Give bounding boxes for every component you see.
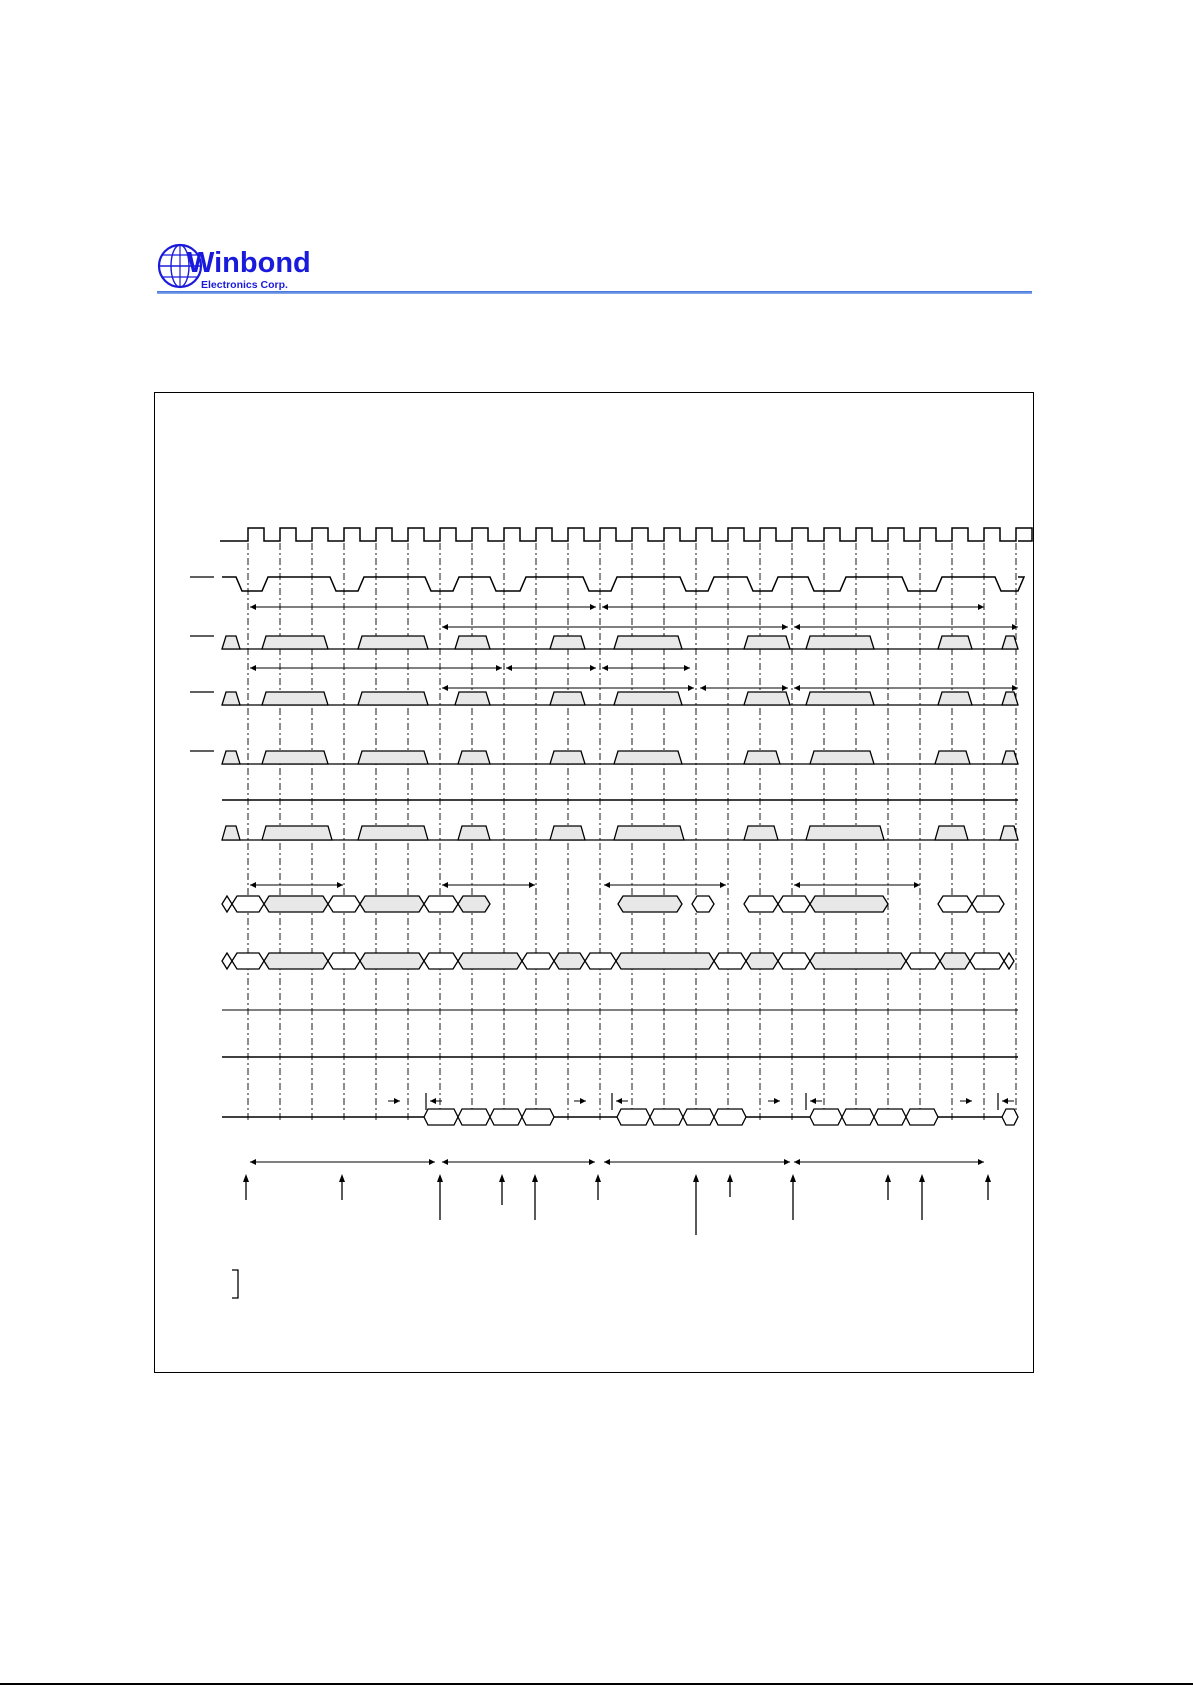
we-valid-box: [262, 751, 328, 764]
cas-valid-box: [938, 692, 972, 705]
a10-ap-cell: [585, 953, 616, 969]
event-marker-head: [532, 1174, 538, 1182]
addr-cell: [938, 896, 972, 912]
clk-waveform: [220, 528, 1032, 541]
a10-ap-cell: [714, 953, 746, 969]
addr-cell: [458, 896, 490, 912]
cycle-arrow-head-right: [429, 1159, 435, 1165]
tac-arrow-head: [616, 1098, 622, 1104]
ba-valid-box: [262, 826, 332, 840]
addr-cell: [222, 896, 232, 912]
ba-valid-box: [222, 826, 240, 840]
tac-arrow-head: [966, 1098, 972, 1104]
tras-arrow-head-left: [250, 665, 256, 671]
cycle-arrow-head-left: [442, 1159, 448, 1165]
we-valid-box: [550, 751, 585, 764]
trcd-arrow-head-left: [442, 882, 448, 888]
addr-cell: [264, 896, 328, 912]
dq-data-cell: [617, 1109, 650, 1125]
dq-data-cell: [683, 1109, 714, 1125]
ba-valid-box: [458, 826, 490, 840]
event-marker-head: [885, 1174, 891, 1182]
addr-cell: [424, 896, 458, 912]
cas-valid-box: [614, 692, 682, 705]
ras-valid-box: [744, 636, 790, 649]
ras-valid-box: [806, 636, 874, 649]
tac-arrow-head: [1002, 1098, 1008, 1104]
cas-valid-box: [744, 692, 790, 705]
trc-arrow-head-right: [1012, 624, 1018, 630]
a10-ap-cell: [458, 953, 522, 969]
ras-valid-box: [222, 636, 240, 649]
dq-data-cell: [906, 1109, 938, 1125]
clock-gridlines: [248, 528, 1016, 1122]
a10-ap-cell: [746, 953, 778, 969]
a10-ap-cell: [328, 953, 360, 969]
trc-arrow-head-right: [782, 624, 788, 630]
trcd-arrow-head-right: [337, 882, 343, 888]
timing-arrows: [250, 604, 1018, 1165]
a10-ap-cell: [906, 953, 940, 969]
event-marker-head: [790, 1174, 796, 1182]
trc-arrow-head-right: [978, 604, 984, 610]
cycle-arrow-head-right: [784, 1159, 790, 1165]
tras-arrow-head-left: [794, 685, 800, 691]
a10-ap-cell: [232, 953, 264, 969]
a10-ap-cell: [778, 953, 810, 969]
ba-valid-box: [1000, 826, 1018, 840]
a10-ap-cell: [554, 953, 585, 969]
trc-arrow-head-left: [602, 604, 608, 610]
tac-arrow-head: [394, 1098, 400, 1104]
trc-arrow-head-left: [794, 624, 800, 630]
a10-ap-cell: [970, 953, 1004, 969]
we-valid-box: [810, 751, 874, 764]
cycle-arrow-head-left: [794, 1159, 800, 1165]
we-valid-box: [744, 751, 780, 764]
ras-valid-box: [358, 636, 428, 649]
addr-cell: [328, 896, 360, 912]
we-valid-box: [935, 751, 970, 764]
addr-cell: [360, 896, 424, 912]
a10-ap-cell: [1004, 953, 1014, 969]
cas-valid-box: [222, 692, 240, 705]
waveforms: [190, 528, 1032, 1125]
trcd-arrow-head-left: [794, 882, 800, 888]
a10-ap-cell: [522, 953, 554, 969]
ba-valid-box: [358, 826, 428, 840]
cycle-arrow-head-left: [250, 1159, 256, 1165]
cas-valid-box: [358, 692, 428, 705]
dq-data-cell: [874, 1109, 906, 1125]
cas-valid-box: [455, 692, 490, 705]
trc-arrow-head-left: [442, 624, 448, 630]
trp-arrow-head-right: [782, 685, 788, 691]
ba-valid-box: [806, 826, 884, 840]
ba-valid-box: [550, 826, 585, 840]
tac-arrow-head: [430, 1098, 436, 1104]
dq-data-cell: [842, 1109, 874, 1125]
trcd-arrow-head-right: [720, 882, 726, 888]
ras-valid-box: [614, 636, 682, 649]
dq-data-cell: [522, 1109, 554, 1125]
tac-arrow-head: [774, 1098, 780, 1104]
event-marker-head: [437, 1174, 443, 1182]
event-markers: [232, 1174, 991, 1298]
tras-arrow-head-right: [688, 685, 694, 691]
tras-arrow-head-left: [442, 685, 448, 691]
logo-subtext: Electronics Corp.: [201, 279, 288, 291]
addr-cell: [232, 896, 264, 912]
addr-cell: [810, 896, 888, 912]
cycle-arrow-head-right: [978, 1159, 984, 1165]
trc-arrow-head-left: [250, 604, 256, 610]
ras-valid-box: [262, 636, 328, 649]
dq-data-cell: [490, 1109, 522, 1125]
dq-data-cell: [810, 1109, 842, 1125]
ras-valid-box: [938, 636, 972, 649]
cas-valid-box: [806, 692, 874, 705]
a10-ap-cell: [360, 953, 424, 969]
a10-ap-cell: [940, 953, 970, 969]
trp-arrow-head-left: [700, 685, 706, 691]
cycle-arrow-head-right: [589, 1159, 595, 1165]
trcd-arrow-head-right: [529, 882, 535, 888]
logo-wordmark: Winbond: [187, 247, 311, 279]
dq-data-cell: [458, 1109, 490, 1125]
trcd-arrow-head-left: [250, 882, 256, 888]
tras-arrow-head-right: [496, 665, 502, 671]
we-valid-box: [358, 751, 428, 764]
a10-ap-cell: [810, 953, 906, 969]
event-marker-head: [727, 1174, 733, 1182]
we-valid-box: [1002, 751, 1018, 764]
trcd-arrow-head-right: [914, 882, 920, 888]
legend-bracket: [232, 1270, 238, 1298]
dq-data-cell: [650, 1109, 683, 1125]
trp-arrow-head-left: [506, 665, 512, 671]
event-marker-head: [243, 1174, 249, 1182]
we-valid-box: [222, 751, 240, 764]
a10-ap-cell: [222, 953, 232, 969]
tac-arrow-head: [580, 1098, 586, 1104]
ba-valid-box: [935, 826, 968, 840]
addr-cell: [778, 896, 810, 912]
addr-cell: [618, 896, 682, 912]
trc-arrow-head-right: [590, 604, 596, 610]
ba-valid-box: [744, 826, 778, 840]
a10-ap-cell: [264, 953, 328, 969]
a10-ap-cell: [616, 953, 714, 969]
addr-cell: [972, 896, 1004, 912]
tac-arrow-head: [810, 1098, 816, 1104]
ras-valid-box: [550, 636, 585, 649]
we-valid-box: [458, 751, 490, 764]
event-marker-head: [919, 1174, 925, 1182]
cs-waveform: [222, 577, 1024, 591]
a10-ap-cell: [424, 953, 458, 969]
event-marker-head: [339, 1174, 345, 1182]
ras-valid-box: [455, 636, 490, 649]
cycle-arrow-head-left: [604, 1159, 610, 1165]
cas-valid-box: [262, 692, 328, 705]
trp-arrow-head-right: [684, 665, 690, 671]
dq-data-cell: [714, 1109, 746, 1125]
event-marker-head: [595, 1174, 601, 1182]
event-marker-head: [985, 1174, 991, 1182]
event-marker-head: [693, 1174, 699, 1182]
dq-data-cell: [424, 1109, 458, 1125]
trcd-arrow-head-left: [604, 882, 610, 888]
tras-arrow-head-right: [1012, 685, 1018, 691]
addr-cell: [692, 896, 714, 912]
event-marker-head: [499, 1174, 505, 1182]
we-valid-box: [614, 751, 682, 764]
ba-valid-box: [614, 826, 684, 840]
addr-cell: [744, 896, 778, 912]
trp-arrow-head-right: [590, 665, 596, 671]
dq-data-cell: [1002, 1109, 1018, 1125]
trp-arrow-head-left: [602, 665, 608, 671]
cas-valid-box: [550, 692, 585, 705]
